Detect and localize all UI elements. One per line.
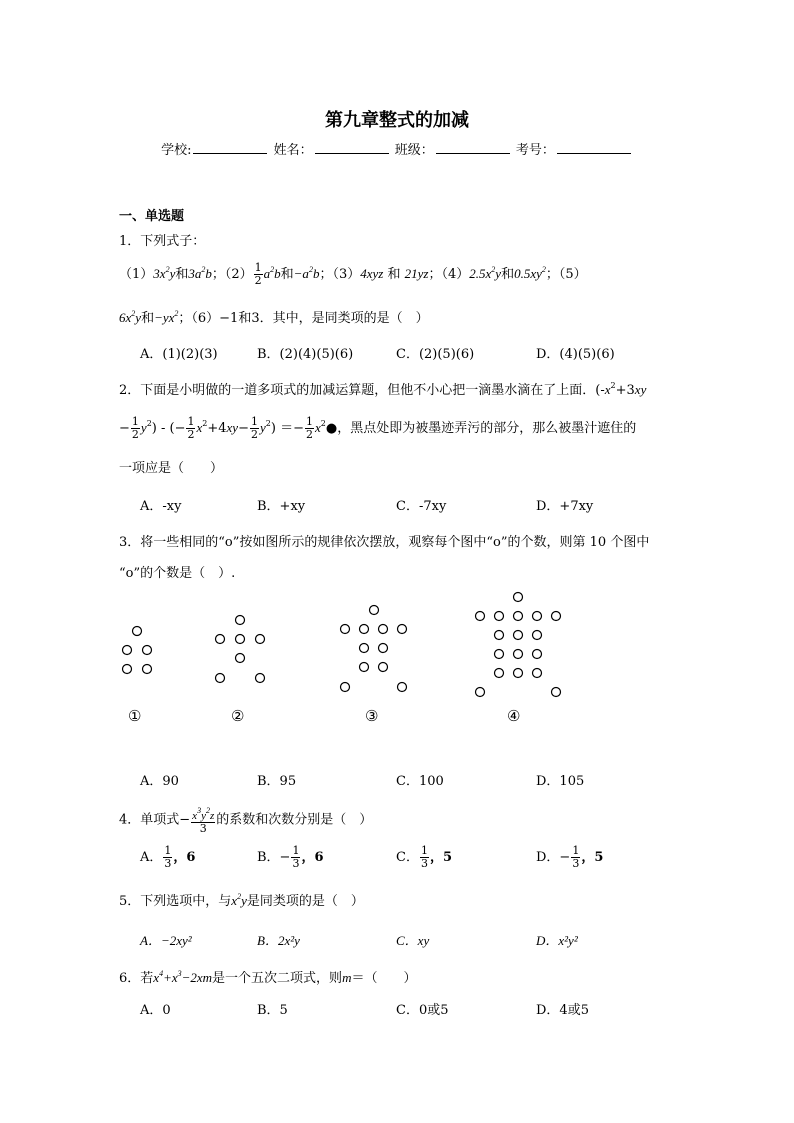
number-blank[interactable] [557,141,631,154]
q4-option-d[interactable]: D．− $\frac{1}{3}$ ，5 [536,844,604,870]
student-info-line [0,139,794,158]
q2-stem: 2．下面是小明做的一道多项式的加减运算题，但他不小心把一滴墨水滴在了上面．($-x^2+3xy$ [119,381,647,398]
q2-line2: − $\frac{1}{2}$ $y^2$) - (− $\frac{1}{2}$ $x^2+4xy-$ $\frac{1}{2}$ $y^2$) ＝− $\frac{1}{2}$ $x^2●$，黑点处即为被墨迹弄污的部分，那么被墨汁遮住的 [119,415,637,441]
q3-stem: 3．将一些相同的“o”按如图所示的规律依次摆放，观察每个图中“o”的个数，则第 10 个图中 [119,535,650,550]
q2-line3: 一项应是（ ） [119,461,224,476]
q4-stem: 4．单项式− $\frac{x^3y^2z}{3}$ 的系数和次数分别是（ ） [119,806,373,835]
figure-label-3: ③ [365,707,379,725]
class-label: 班级： [394,143,434,158]
q6-option-c[interactable]: C．0或5 [396,1003,449,1018]
name-label: 姓名： [273,143,313,158]
figure-label-2: ② [231,707,245,725]
name-blank[interactable] [315,141,389,154]
q1-option-d[interactable]: D．(4)(5)(6) [536,347,615,362]
circle-pattern-figure [110,585,580,730]
school-blank[interactable] [193,141,267,154]
q5-stem: 5．下列选项中，与$x^2y$是同类项的是（ ） [119,892,364,909]
figure-label-1: ① [128,707,142,725]
q1-stem: 1．下列式子： [119,234,206,249]
q3-option-a[interactable]: A．90 [140,774,179,789]
q2-option-a[interactable]: A．-xy [140,499,182,514]
q2-option-b[interactable]: B．+xy [257,499,306,514]
q2-option-d[interactable]: D．+7xy [536,499,594,514]
class-blank[interactable] [436,141,510,154]
q3-option-c[interactable]: C．100 [396,774,444,789]
figure-label-4: ④ [507,707,521,725]
q5-option-b[interactable]: B．2x²y [257,933,300,948]
q1-line2: $6x^2y$和$-yx^2$；（6）−1和3．其中，是同类项的是（ ） [119,309,429,326]
figure-1 [123,627,152,674]
school-label: 学校: [161,143,192,158]
figure-4 [476,593,561,697]
q3-line2: “o”的个数是（ ）. [119,566,236,581]
figure-3 [341,606,407,692]
q5-option-d[interactable]: D．x²y² [536,933,578,948]
section-heading: 一、单选题 [119,209,185,224]
q6-option-b[interactable]: B．5 [257,1003,288,1018]
number-label: 考号： [515,143,555,158]
q6-option-d[interactable]: D．4或5 [536,1003,589,1018]
q1-option-a[interactable]: A．(1)(2)(3) [140,347,218,362]
figure-2 [216,616,265,683]
page-title: 第九章整式的加减 [325,110,469,131]
q6-stem: 6．若$x^4+x^3-2xm$是一个五次二项式，则m＝（ ） [119,969,417,986]
q1-option-c[interactable]: C．(2)(5)(6) [396,347,475,362]
q3-option-d[interactable]: D．105 [536,774,585,789]
q5-option-c[interactable]: C．xy [396,933,430,948]
q4-option-a[interactable]: A． $\frac{1}{3}$ ，6 [140,844,196,870]
q6-option-a[interactable]: A．0 [140,1003,171,1018]
q4-option-b[interactable]: B．− $\frac{1}{3}$ ，6 [257,844,324,870]
q1-line1: $(1)3x^2y$和$3a^2b$；（2） $\frac{1}{2}$ $a^2b$和$-a^2b$；（3）4xyz 和 21yz；$(4)2.5x^2y$和$0.5xy^2$；（5） [119,261,587,287]
q3-option-b[interactable]: B．95 [257,774,297,789]
q1-option-b[interactable]: B．(2)(4)(5)(6) [257,347,354,362]
q4-option-c[interactable]: C． $\frac{1}{3}$ ，5 [396,844,452,870]
q2-option-c[interactable]: C．-7xy [396,499,447,514]
q5-option-a[interactable]: A．−2xy² [140,933,192,948]
